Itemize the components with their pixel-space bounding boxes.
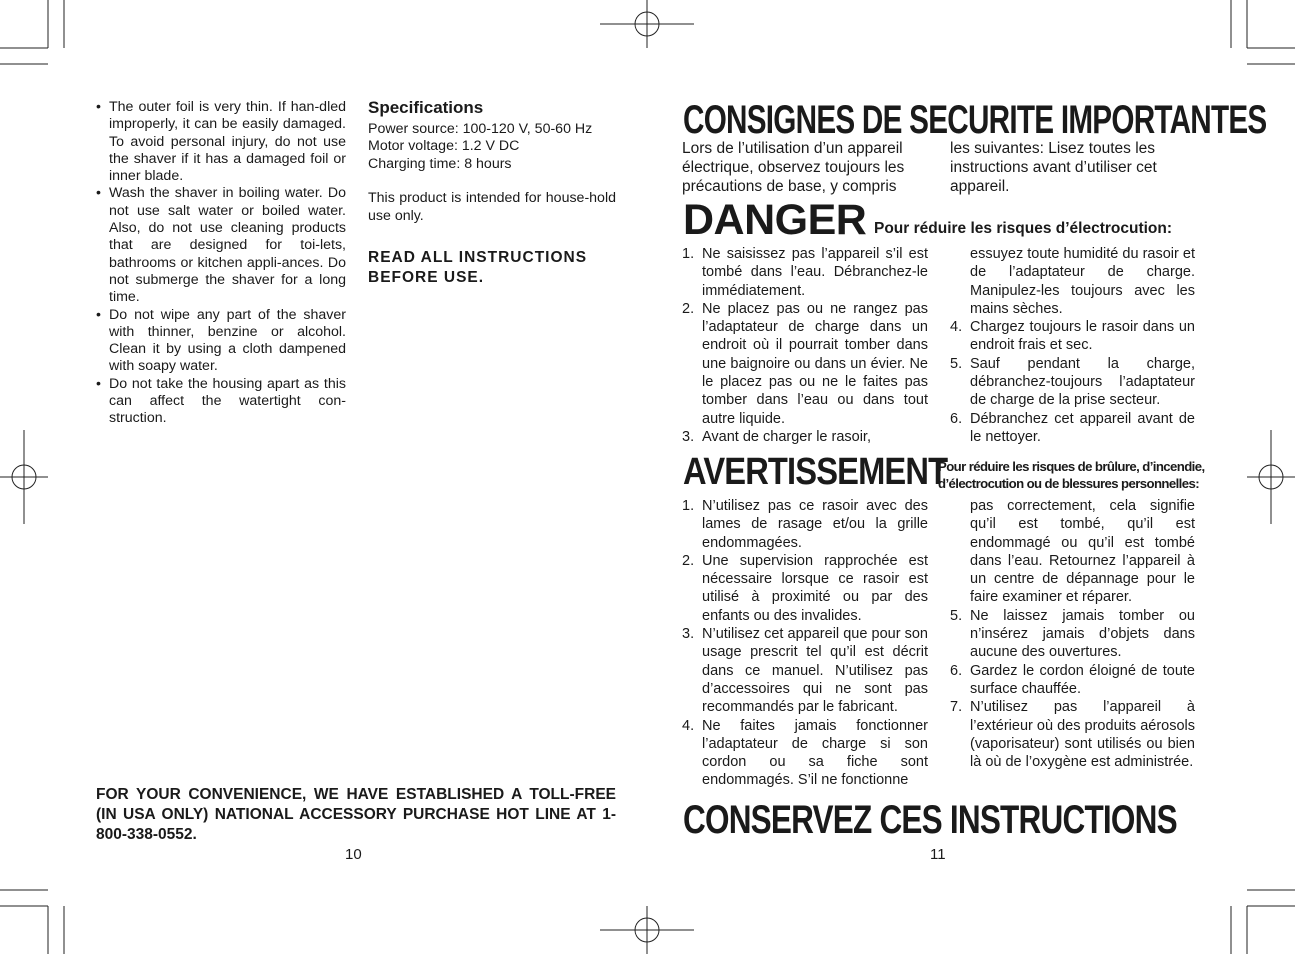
- avertissement-list-col2: [950, 497, 1195, 771]
- danger-heading: DANGER: [683, 196, 867, 244]
- list-item: 5. Sauf pendant la charge, débranchez-toujours l’adaptateur de charge de la prise secteur.: [950, 355, 1195, 409]
- intro-column-2-text: les suivantes: Lisez toutes les instructions avant d’utiliser cet appareil.: [950, 140, 1157, 195]
- list-item: 5. Ne laissez jamais tomber ou n’insérez jamais d’objets dans aucune des ouvertures.: [950, 607, 1195, 661]
- danger-subheading: Pour réduire les risques d’électrocution:: [874, 220, 1173, 237]
- intro-column-2: [950, 139, 1170, 196]
- safety-title: CONSIGNES DE SECURITE IMPORTANTES: [683, 98, 1267, 142]
- household-note: This product is intended for house-hold use only.: [368, 190, 616, 224]
- read-all-instructions: READ ALL INSTRUCTIONS BEFORE USE.: [368, 249, 588, 286]
- specifications-heading: Specifications: [368, 98, 484, 117]
- bullet-item: • The outer foil is very thin. If han-dled improperly, it can be easily damaged. To avoid personal injury, do not use the shaver if it has a damaged foil or inner blade.: [96, 99, 346, 185]
- bullet-item: • Do not take the housing apart as this can affect the watertight con-struction.: [96, 376, 346, 428]
- intro-column-1: Lors de l’utilisation d’un appareil électrique, observez toujours les précautions de base, y compris: [682, 140, 905, 195]
- conservez-title: CONSERVEZ CES INSTRUCTIONS: [683, 798, 1177, 842]
- avertissement-subheading: Pour réduire les risques de brûlure, d’incendie, d’électrocution ou de blessures personnelles:: [938, 459, 1205, 491]
- avertissement-list-col1: [682, 497, 928, 790]
- specifications-section: [368, 99, 616, 288]
- list-item: 1. Ne saisissez pas l’appareil s’il est tombé dans l’eau. Débranchez-le immédiatement.: [682, 246, 928, 299]
- page-number-left: 10: [345, 846, 362, 863]
- danger-list-col1: [682, 245, 928, 446]
- list-item: 3. N’utilisez cet appareil que pour son usage prescrit tel qu’il est décrit dans ce manuel. N’utilisez pas d’accessoires qui ne sont pas recommandés par le fabricant.: [682, 626, 928, 716]
- list-item: 7. N’utilisez pas l’appareil à l’extérieur où des produits aérosols (vaporisateur) sont utilisés ou bien là où de l’oxygène est administrée.: [950, 699, 1195, 771]
- bullet-item: • Wash the shaver in boiling water. Do not use salt water or boiled water. Also, do not use cleaning products that are designed for toi-lets, bathrooms or kitchen appli-ances. Do not submerge the shaver for a long time.: [96, 185, 346, 306]
- list-item: 2. Une supervision rapprochée est nécessaire lorsque ce rasoir est utilisé à proximité ou par des enfants ou des invalides.: [682, 552, 928, 624]
- page-number-right: 11: [930, 846, 946, 863]
- list-item: pas correctement, cela signifie qu’il est tombé, qu’il est endommagé ou qu’il est tombé dans l’eau. Retournez l’appareil à un centre de dépannage pour le faire examiner et réparer.: [970, 498, 1195, 606]
- list-item: 2. Ne placez pas ou ne rangez pas l’adaptateur de charge dans un endroit où il pourrait tomber dans une baignoire ou dans un évier. Ne le placez pas ou ne le faites pas tomber dans l’eau ou dans tout autre liquide.: [682, 300, 928, 427]
- list-item: 4. Chargez toujours le rasoir dans un endroit frais et sec.: [950, 319, 1195, 354]
- avertissement-heading: AVERTISSEMENT: [683, 451, 948, 493]
- list-item: 1. N’utilisez pas ce rasoir avec des lames de rasage et/ou la grille endommagées.: [682, 498, 928, 551]
- safety-bullet-list: [96, 99, 346, 428]
- list-item: essuyez toute humidité du rasoir et de l’adaptateur de charge. Manipulez-les toujours avec les mains sèches.: [970, 246, 1195, 317]
- list-item: 4. Ne faites jamais fonctionner l’adaptateur de charge si son cordon ou sa fiche sont endommagés. S’il ne fonctionne: [682, 717, 928, 789]
- list-item: 3. Avant de charger le rasoir,: [682, 428, 871, 445]
- spec-power-source: Power source: 100-120 V, 50-60 Hz: [368, 120, 593, 137]
- bullet-item: • Do not wipe any part of the shaver with thinner, benzine or alcohol. Clean it by using a cloth dampened with soapy water.: [96, 307, 346, 376]
- danger-list-col2: [950, 245, 1195, 446]
- spec-charging-time: Charging time: 8 hours: [368, 155, 512, 172]
- list-item: 6. Gardez le cordon éloigné de toute surface chauffée.: [950, 662, 1195, 697]
- spec-motor-voltage: Motor voltage: 1.2 V DC: [368, 138, 520, 154]
- list-item: 6. Débranchez cet appareil avant de le nettoyer.: [950, 410, 1195, 445]
- hotline-notice: FOR YOUR CONVENIENCE, WE HAVE ESTABLISHED A TOLL-FREE (IN USA ONLY) NATIONAL ACCESSORY PURCHASE HOT LINE AT 1-800-338-0552.: [96, 786, 616, 843]
